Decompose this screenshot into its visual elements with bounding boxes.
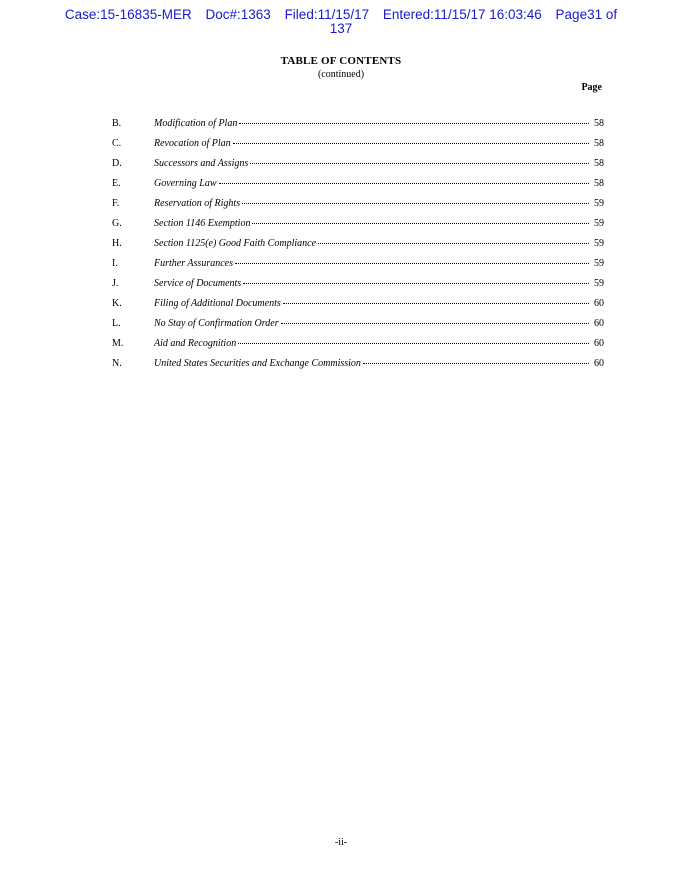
toc-entry-page: 60 [594,298,604,309]
toc-entry-page: 58 [594,158,604,169]
toc-entry-letter: L. [112,318,121,329]
toc-entry-title: Reservation of Rights [154,198,241,209]
toc-entry[interactable] [112,118,604,138]
toc-entry-letter: J. [112,278,119,289]
toc-entry-title: Aid and Recognition [154,338,237,349]
toc-entry-page: 59 [594,278,604,289]
toc-entry-page: 58 [594,138,604,149]
toc-entry-page: 60 [594,338,604,349]
toc-entry[interactable] [112,238,604,258]
toc-entry[interactable] [112,338,604,358]
toc-entry-letter: H. [112,238,122,249]
toc-entry-title: Modification of Plan [154,118,238,129]
entered-date: Entered:11/15/17 16:03:46 [382,7,542,22]
toc-title: TABLE OF CONTENTS [280,55,402,67]
toc-entry-letter: B. [112,118,122,129]
toc-dot-leader [233,143,589,144]
toc-entry-page: 58 [594,178,604,189]
toc-entry-letter: N. [112,358,122,369]
toc-entry[interactable] [112,218,604,238]
toc-entry-page: 60 [594,318,604,329]
toc-entry-letter: C. [112,138,122,149]
toc-dot-leader [363,363,589,364]
toc-entry[interactable] [112,278,604,298]
toc-entry[interactable] [112,358,604,378]
toc-entry-title: No Stay of Confirmation Order [154,318,279,329]
toc-entry-title: Section 1146 Exemption [154,218,251,229]
toc-entry[interactable] [112,158,604,178]
toc-dot-leader [243,283,589,284]
toc-dot-leader [235,263,589,264]
toc-entry[interactable] [112,298,604,318]
toc-dot-leader [283,303,589,304]
toc-entry-page: 59 [594,198,604,209]
page-of: Page31 of [555,7,618,22]
toc-entry-page: 60 [594,358,604,369]
page-total: 137 [329,21,353,36]
filed-date: Filed:11/15/17 [284,7,370,22]
toc-entry-title: Section 1125(e) Good Faith Compliance [154,238,317,249]
page-number-footer: -ii- [334,837,348,848]
toc-dot-leader [281,323,589,324]
toc-entry[interactable] [112,178,604,198]
toc-entry-page: 59 [594,218,604,229]
toc-entry-title: Service of Documents [154,278,242,289]
filing-header-line [0,8,682,22]
toc-entry-letter: G. [112,218,122,229]
toc-entry-letter: I. [112,258,118,269]
toc-entry[interactable] [112,258,604,278]
case-number: Case:15-16835-MER [64,7,192,22]
toc-dot-leader [238,343,589,344]
toc-dot-leader [242,203,589,204]
toc-entry[interactable] [112,318,604,338]
toc-entry-title: Successors and Assigns [154,158,249,169]
toc-dot-leader [250,163,589,164]
toc-entry-title: Filing of Additional Documents [154,298,281,309]
toc-entry-title: Governing Law [154,178,217,189]
toc-entry-letter: F. [112,198,120,209]
toc-entry[interactable] [112,198,604,218]
toc-entry-letter: K. [112,298,122,309]
toc-entry[interactable] [112,138,604,158]
toc-entry-letter: D. [112,158,122,169]
toc-dot-leader [239,123,589,124]
doc-number: Doc#:1363 [205,7,271,22]
toc-entry-letter: E. [112,178,121,189]
toc-entry-title: Revocation of Plan [154,138,231,149]
toc-dot-leader [252,223,589,224]
court-filing-header [0,8,682,36]
toc-list [112,118,604,378]
toc-entry-page: 59 [594,238,604,249]
toc-dot-leader [219,183,590,184]
toc-subtitle: (continued) [317,69,365,80]
toc-entry-title: Further Assurances [154,258,233,269]
toc-entry-letter: M. [112,338,124,349]
toc-entry-title: United States Securities and Exchange Commission [154,358,361,369]
page-column-label: Page [581,82,602,93]
toc-entry-page: 59 [594,258,604,269]
toc-dot-leader [318,243,589,244]
toc-entry-page: 58 [594,118,604,129]
